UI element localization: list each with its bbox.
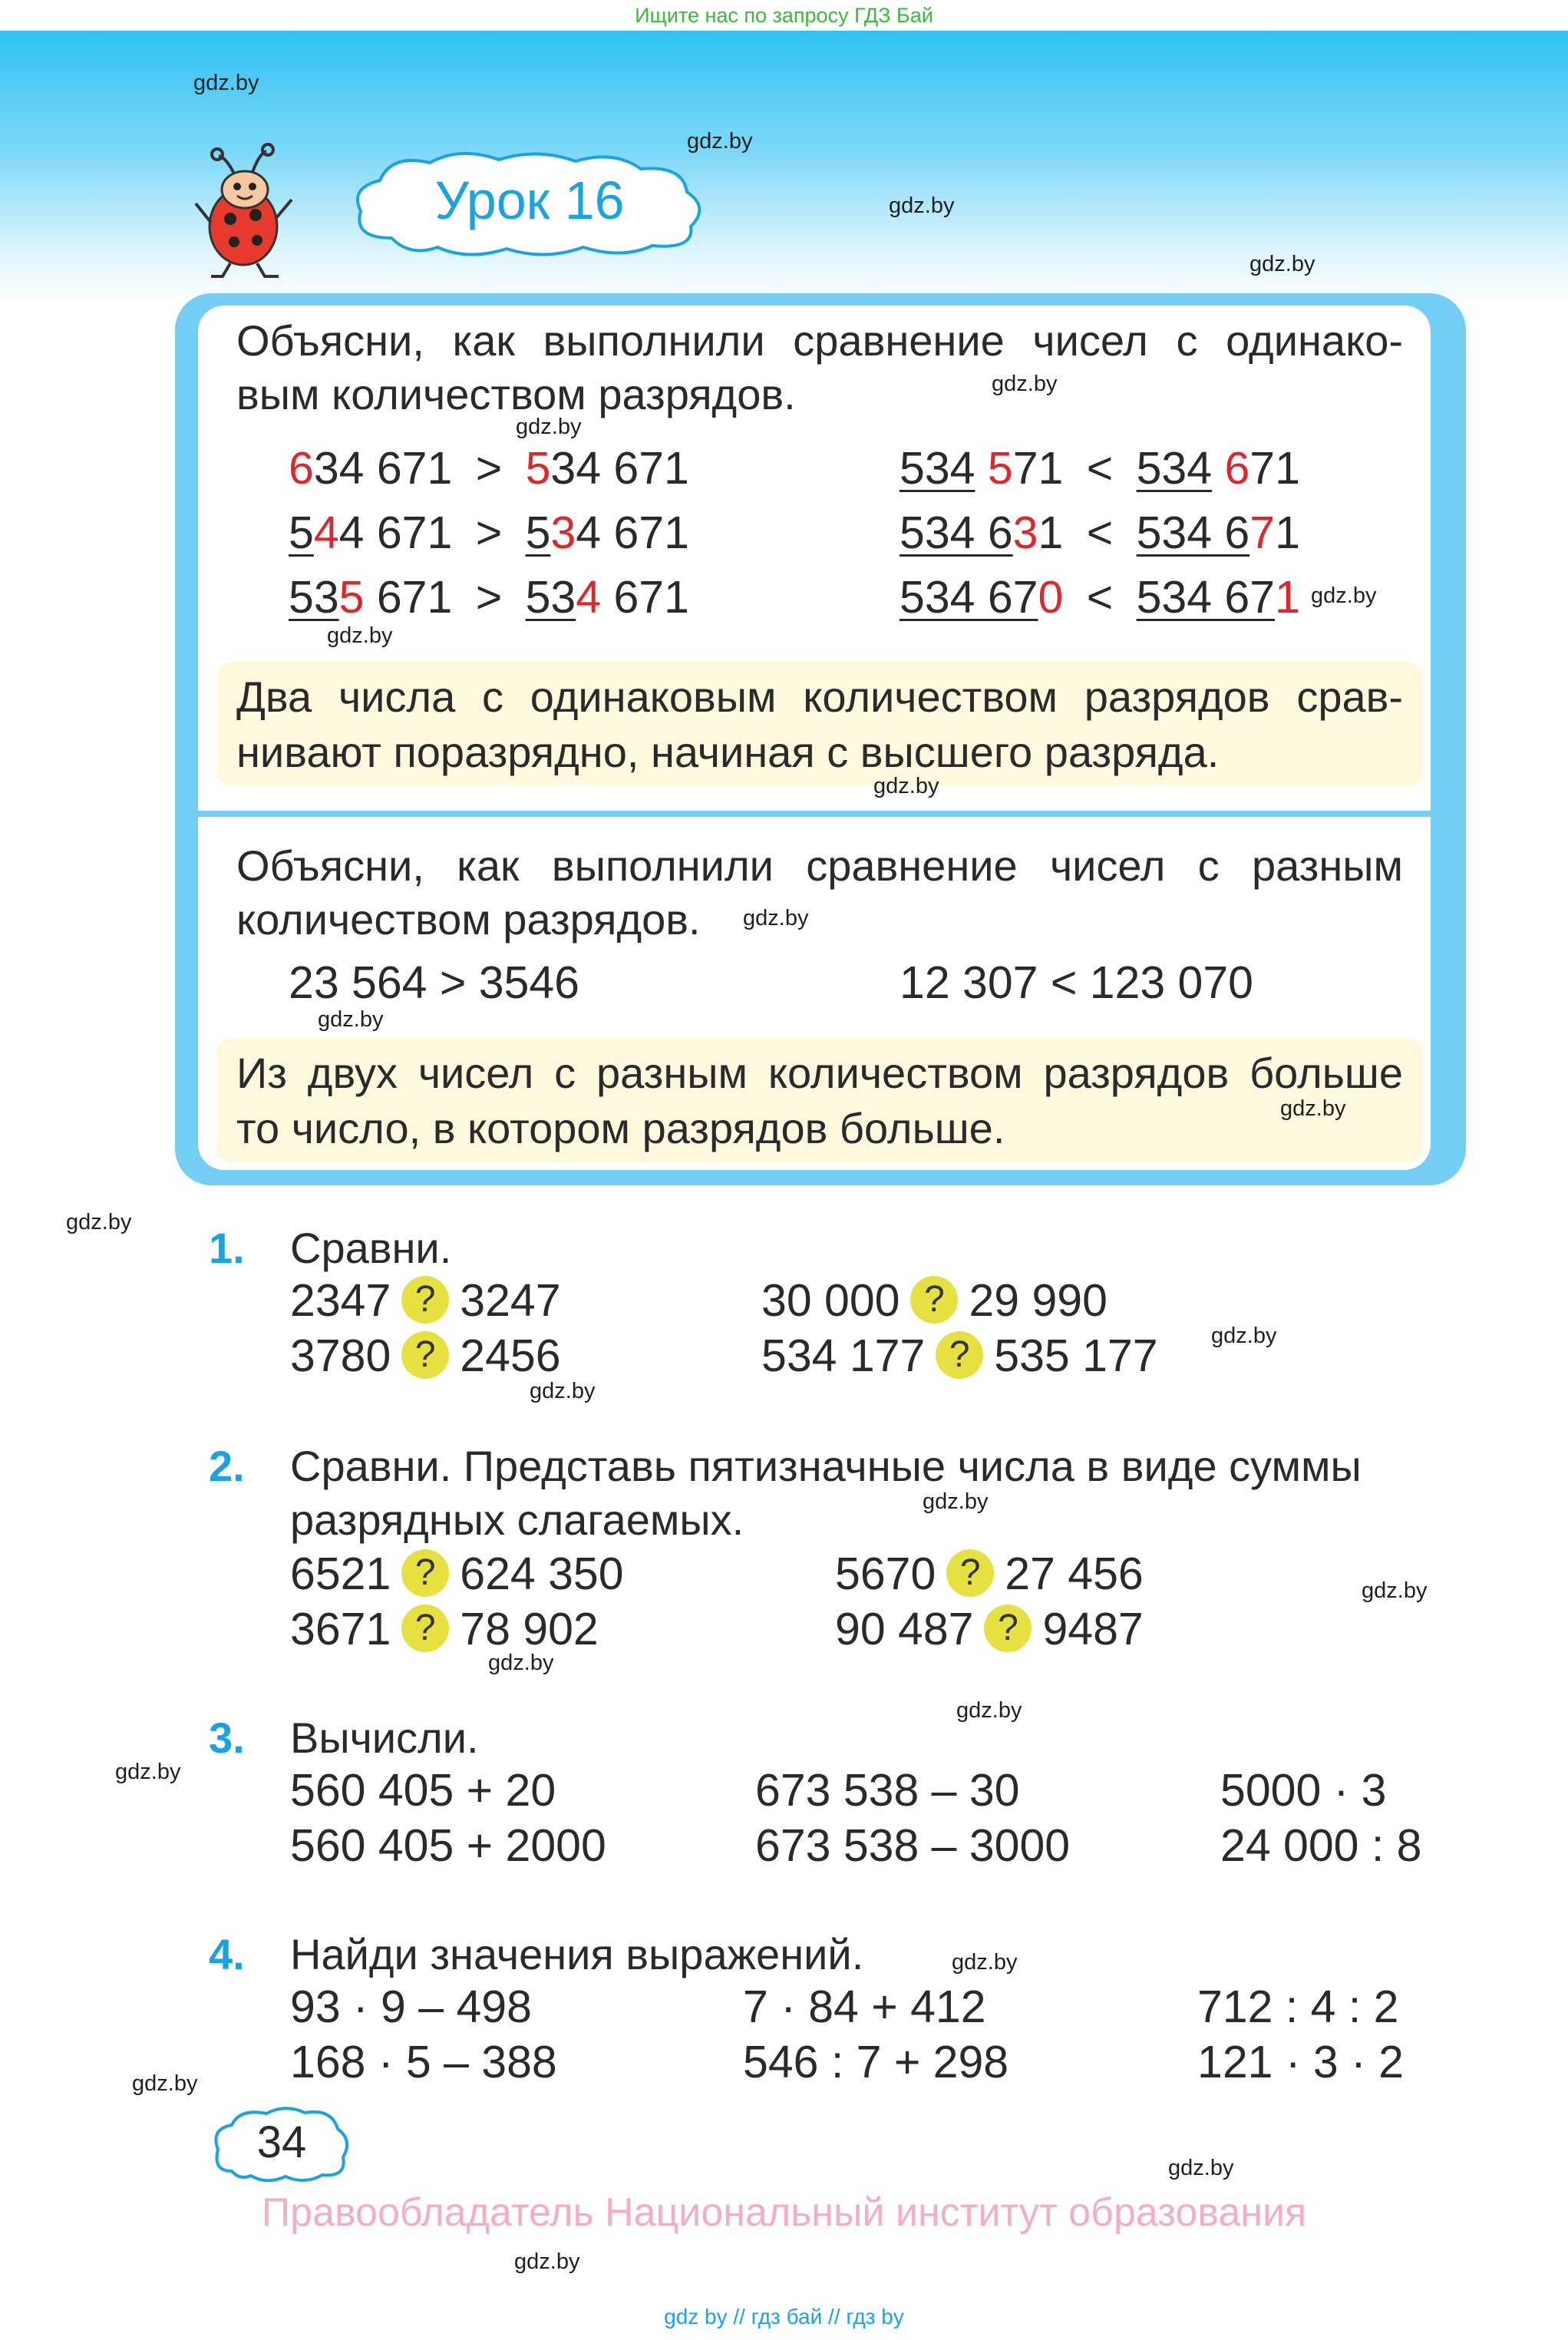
task-4-expr: 546 : 7 + 298 <box>743 2037 1009 2087</box>
section2-example-left: 23 564 > 3546 <box>289 957 579 1008</box>
task-4-expr: 93 · 9 – 498 <box>290 1981 532 2032</box>
task-3-expr: 560 405 + 20 <box>290 1765 556 1816</box>
section2-intro-line1: Объясни, как выполнили сравнение чисел с разным <box>236 841 1403 890</box>
question-mark-icon: ? <box>910 1276 958 1324</box>
watermark: gdz.by <box>327 623 393 648</box>
watermark: gdz.by <box>132 2071 198 2096</box>
task-3-expr: 673 538 – 3000 <box>755 1820 1071 1871</box>
watermark: gdz.by <box>1249 252 1315 276</box>
watermark: gdz.by <box>1311 583 1377 608</box>
watermark: gdz.by <box>923 1489 989 1514</box>
watermark: gdz.by <box>687 129 753 154</box>
rule-1-line2: нивают поразрядно, начиная с высшего разряда. <box>236 728 1220 776</box>
question-mark-icon: ? <box>984 1605 1032 1652</box>
watermark: gdz.by <box>1362 1578 1428 1603</box>
watermark: gdz.by <box>1168 2156 1234 2180</box>
comparison-left-1: 634 671 > 534 671 <box>289 443 689 494</box>
comparison-right-1: 534 571 < 534 671 <box>900 443 1300 494</box>
section1-intro-line2: вым количеством разрядов. <box>236 370 796 418</box>
task-3-expr: 5000 · 3 <box>1220 1765 1387 1816</box>
task-3-expr: 560 405 + 2000 <box>290 1820 606 1871</box>
task-1-title: Сравни. <box>290 1224 452 1272</box>
watermark: gdz.by <box>115 1760 181 1784</box>
question-mark-icon: ? <box>401 1276 449 1324</box>
task-4-expr: 7 · 84 + 412 <box>743 1981 986 2032</box>
task-4-number: 4. <box>209 1930 245 1978</box>
watermark: gdz.by <box>514 2249 580 2274</box>
task-1-row-2-left: 3780 ? 2456 <box>290 1330 561 1381</box>
task-4-expr: 168 · 5 – 388 <box>290 2037 557 2087</box>
rule-2-line2: то число, в котором разрядов больше. <box>236 1104 1005 1152</box>
ladybug-icon <box>188 142 303 280</box>
comparison-right-2: 534 631 < 534 671 <box>900 507 1300 558</box>
task-3-title: Вычисли. <box>290 1714 479 1762</box>
task-1-row-2-right: 534 177 ? 535 177 <box>761 1330 1158 1381</box>
watermark: gdz.by <box>1280 1096 1346 1121</box>
watermark: gdz.by <box>992 372 1058 396</box>
task-3-expr: 673 538 – 30 <box>755 1765 1020 1816</box>
task-4-expr: 712 : 4 : 2 <box>1197 1981 1399 2032</box>
question-mark-icon: ? <box>401 1549 449 1597</box>
task-4-expr: 121 · 3 · 2 <box>1197 2037 1404 2087</box>
question-mark-icon: ? <box>401 1331 449 1379</box>
watermark: gdz.by <box>318 1007 384 1032</box>
comparison-left-3: 535 671 > 534 671 <box>289 572 689 623</box>
rule-1-line1: Два числа с одинаковым количеством разрядов срав- <box>236 673 1403 721</box>
task-2-row-1-left: 6521 ? 624 350 <box>290 1548 624 1599</box>
task-1-number: 1. <box>209 1224 245 1272</box>
watermark: gdz.by <box>516 415 582 439</box>
section2-intro-line2: количеством разрядов. <box>236 895 701 944</box>
comparison-left-2: 544 671 > 534 671 <box>289 507 689 558</box>
lesson-title: Урок 16 <box>434 170 625 230</box>
question-mark-icon: ? <box>401 1605 449 1652</box>
watermark: gdz.by <box>873 774 939 798</box>
section2-example-right: 12 307 < 123 070 <box>900 957 1253 1008</box>
top-banner: Ищите нас по запросу ГДЗ Бай <box>635 4 933 27</box>
task-2-title-line1: Сравни. Представь пятизначные числа в виде суммы <box>290 1442 1362 1490</box>
task-2-title-line2: разрядных слагаемых. <box>290 1496 744 1544</box>
question-mark-icon: ? <box>936 1331 983 1379</box>
watermark: gdz.by <box>889 193 955 218</box>
question-mark-icon: ? <box>946 1549 994 1597</box>
watermark: gdz.by <box>488 1651 554 1675</box>
task-1-row-1-left: 2347 ? 3247 <box>290 1275 561 1326</box>
watermark: gdz.by <box>956 1698 1022 1723</box>
task-1-row-1-right: 30 000 ? 29 990 <box>761 1275 1108 1326</box>
task-2-number: 2. <box>209 1442 245 1490</box>
task-2-row-2-right: 90 487 ? 9487 <box>835 1604 1144 1654</box>
copyright-notice: Правообладатель Национальный институт образования <box>261 2190 1307 2235</box>
task-4-title: Найди значения выражений. <box>290 1930 864 1978</box>
task-2-row-1-right: 5670 ? 27 456 <box>835 1548 1144 1599</box>
task-2-row-2-left: 3671 ? 78 902 <box>290 1604 599 1654</box>
watermark: gdz.by <box>1211 1324 1277 1348</box>
task-3-number: 3. <box>209 1714 245 1762</box>
comparison-right-3: 534 670 < 534 671 <box>900 572 1300 623</box>
section1-intro-line1: Объясни, как выполнили сравнение чисел с одинако- <box>236 316 1403 365</box>
rule-2-line1: Из двух чисел с разным количеством разрядов больше <box>236 1049 1403 1097</box>
task-3-expr: 24 000 : 8 <box>1220 1820 1422 1871</box>
watermark: gdz.by <box>193 71 259 95</box>
page-number: 34 <box>256 2117 307 2167</box>
watermark: gdz.by <box>952 1950 1018 1975</box>
watermark: gdz.by <box>743 906 809 930</box>
watermark: gdz.by <box>530 1379 596 1403</box>
watermark: gdz.by <box>66 1210 132 1234</box>
footer-links: gdz by // гдз бай // гдз by <box>664 2305 904 2328</box>
